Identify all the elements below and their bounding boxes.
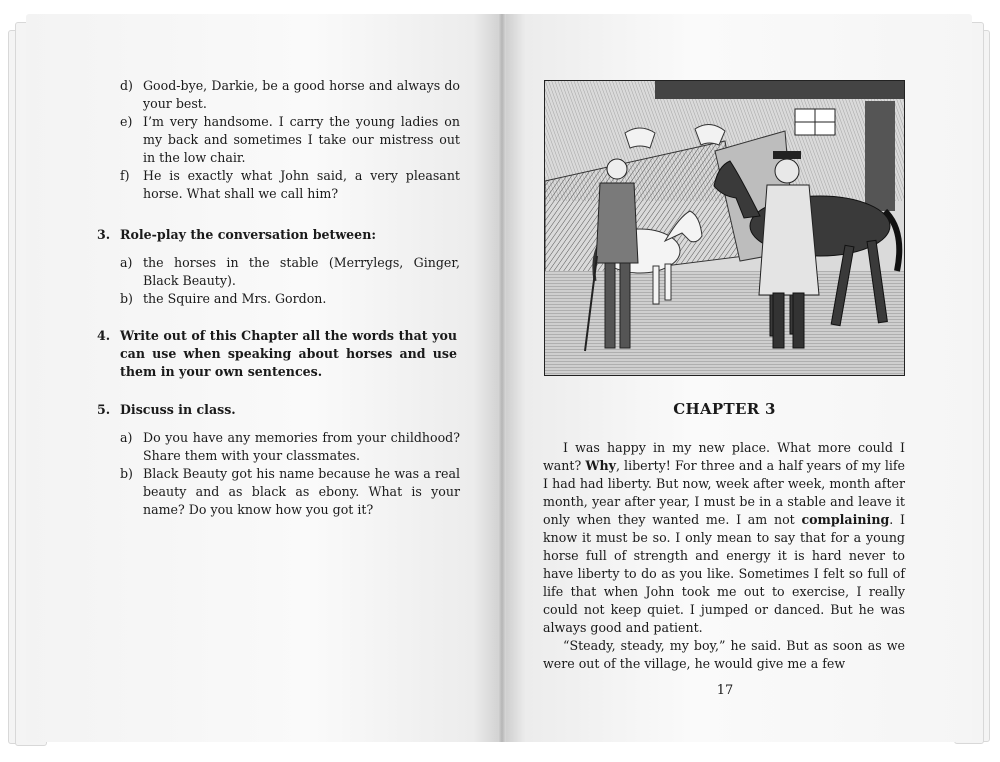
item-label: b): [120, 291, 133, 306]
task-number: 4.: [97, 328, 111, 343]
stabled-horse-head: [625, 128, 655, 148]
task-4-heading: [97, 327, 467, 381]
paragraph-text: I was happy in my new place. What more could I want?: [543, 440, 905, 473]
task-3-item-b: [120, 290, 460, 308]
item-text: the horses in the stable (Merrylegs, Ginger, Black Beauty).: [143, 255, 460, 288]
item-label: f): [120, 168, 130, 183]
bold-word: Why: [585, 458, 616, 473]
task-text: Write out of this Chapter all the words that you can use when speaking about horses and use them in your own sentences.: [120, 328, 457, 379]
item-text: Do you have any memories from your childhood? Share them with your classmates.: [143, 430, 460, 463]
paragraph-2: “Steady, steady, my boy,” he said. But as soon as we were out of the village, he would give me a few: [543, 638, 905, 671]
task-text: Discuss in class.: [120, 402, 236, 417]
task-3-item-a: [120, 254, 460, 290]
list-item-e: [120, 113, 460, 167]
item-text: I’m very handsome. I carry the young ladies on my back and sometimes I take our mistress out in the low chair.: [143, 114, 460, 165]
item-label: a): [120, 430, 133, 445]
task-5-item-b: [120, 465, 460, 519]
chapter-illustration: [544, 80, 905, 376]
item-text: He is exactly what John said, a very pleasant horse. What shall we call him?: [143, 168, 460, 201]
paragraph-1: [543, 439, 905, 637]
paragraph-text: , liberty! For three and a half years of my life I had had liberty. But now, week after week, month after month, year after year, I must be in a stable and leave it only when they wanted me. I am not: [543, 458, 905, 527]
task-3-heading: [97, 226, 467, 244]
task-text: Role-play the conversation between:: [120, 227, 377, 242]
item-label: e): [120, 114, 133, 129]
stabled-horse-head: [695, 124, 725, 145]
task-number: 5.: [97, 402, 111, 417]
task-number: 3.: [97, 227, 111, 242]
item-label: a): [120, 255, 133, 270]
item-label: b): [120, 466, 133, 481]
paragraph-text: . I know it must be so. I only mean to say that for a young horse full of strength and energy it is hard never to have liberty to do as you like. Sometimes I felt so full of life that when John took me out to exercise, I really could not keep quiet. I jumped or danced. But he was always good and patient.: [543, 512, 906, 635]
page-number: 17: [716, 683, 734, 698]
item-text: the Squire and Mrs. Gordon.: [143, 291, 327, 306]
list-item-d: [120, 77, 460, 113]
list-item-f: [120, 167, 460, 203]
item-text: Black Beauty got his name because he was a real beauty and as black as ebony. What is your name? Do you know how you got it?: [143, 466, 460, 517]
illustration-svg: [545, 81, 905, 376]
roof-beam: [655, 81, 905, 99]
bold-word: complaining: [801, 512, 890, 527]
task-5-item-a: [120, 429, 460, 465]
item-label: d): [120, 78, 133, 93]
item-text: Good-bye, Darkie, be a good horse and always do your best.: [143, 78, 460, 111]
stable-door: [865, 101, 895, 211]
chapter-title: CHAPTER 3: [673, 400, 776, 418]
task-5-heading: [97, 401, 467, 419]
book-spine-gutter: [498, 14, 506, 742]
